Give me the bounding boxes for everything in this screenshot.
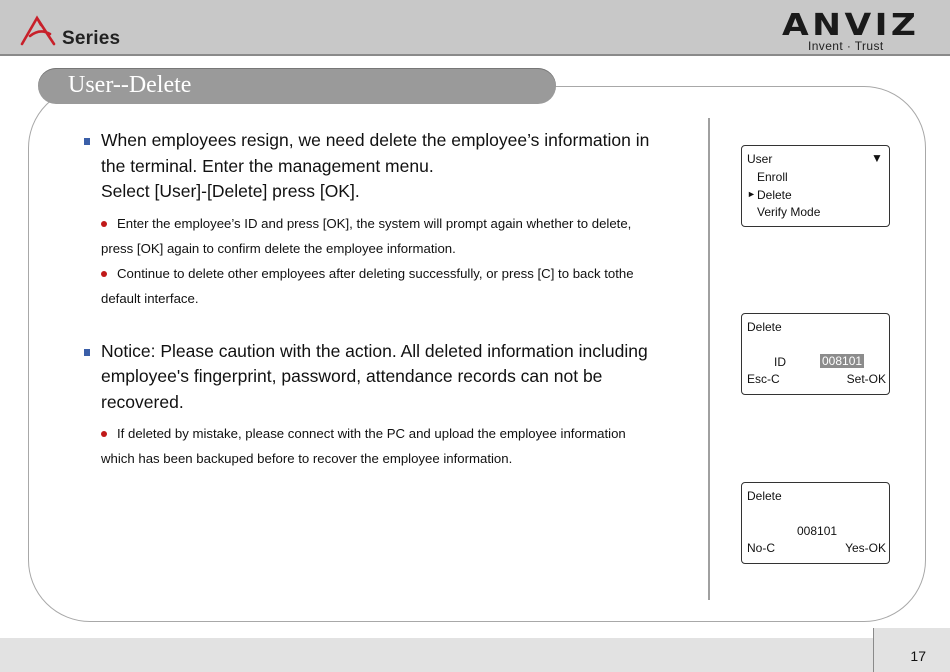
id-label: ID: [774, 355, 786, 369]
square-bullet-icon: [84, 138, 90, 145]
text-line: Select [User]-[Delete] press [OK].: [101, 181, 360, 201]
lcd-delete-input: [741, 313, 890, 395]
sub-bullet-enter-id: [84, 211, 694, 261]
dot-bullet-icon: [101, 271, 107, 277]
set-key-label: Set-OK: [846, 372, 886, 386]
text-line: employee's fingerprint, password, attendance records can not be: [101, 366, 603, 386]
screen-title: Delete: [747, 320, 782, 334]
scroll-down-icon: ▼: [871, 151, 883, 165]
vertical-divider: [708, 118, 710, 600]
square-bullet-icon: [84, 349, 90, 356]
id-value: 008101: [822, 354, 863, 368]
footer-bar: [0, 638, 950, 672]
sub-bullet-recover: [84, 421, 694, 471]
brand-name: ANVIZ: [782, 8, 920, 43]
menu-item-delete: Delete: [757, 188, 792, 202]
main-content: [84, 128, 694, 471]
dot-bullet-icon: [101, 221, 107, 227]
text-line: Notice: Please caution with the action. All deleted information including: [101, 340, 648, 361]
page-number-box: [873, 628, 950, 672]
text-line: When employees resign, we need delete the employee’s information in: [101, 130, 650, 150]
menu-title: User: [747, 152, 773, 166]
text-line: the terminal. Enter the management menu.: [101, 155, 434, 176]
anviz-logo: [782, 8, 922, 54]
page-title: User--Delete: [68, 72, 192, 98]
dot-bullet-icon: [101, 431, 107, 437]
menu-item-enroll: Enroll: [757, 170, 788, 184]
series-a-logo-icon: [20, 14, 56, 46]
series-label: Series: [62, 28, 121, 49]
header-bar: [0, 0, 950, 56]
text-line: recovered.: [101, 391, 184, 412]
lcd-delete-confirm: [741, 482, 890, 564]
lcd-user-menu: [741, 145, 890, 227]
id-value: 008101: [797, 524, 838, 538]
sub-bullet-continue: [84, 261, 694, 311]
text-line: Enter the employee’s ID and press [OK], the system will prompt again whether to delete,: [117, 215, 632, 231]
bullet-instructions: [84, 128, 694, 205]
menu-item-verify-mode: Verify Mode: [757, 205, 821, 219]
text-line: press [OK] again to confirm delete the employee information.: [101, 240, 456, 256]
no-key-label: No-C: [747, 541, 776, 555]
series-logo: [20, 14, 130, 50]
bullet-notice: [84, 339, 694, 416]
text-line: Continue to delete other employees after deleting successfully, or press [C] to back tothe: [117, 265, 634, 281]
page-title-pill: [38, 68, 556, 104]
screen-title: Delete: [747, 489, 782, 503]
esc-key-label: Esc-C: [747, 372, 780, 386]
text-line: default interface.: [101, 290, 199, 306]
text-line: If deleted by mistake, please connect with the PC and upload the employee information: [117, 426, 626, 441]
cursor-arrow-icon: ►: [747, 189, 756, 199]
text-line: which has been backuped before to recover the employee information.: [101, 451, 513, 466]
brand-tagline: Invent · Trust: [808, 39, 884, 53]
yes-key-label: Yes-OK: [845, 541, 886, 555]
page-number: 17: [910, 648, 926, 664]
